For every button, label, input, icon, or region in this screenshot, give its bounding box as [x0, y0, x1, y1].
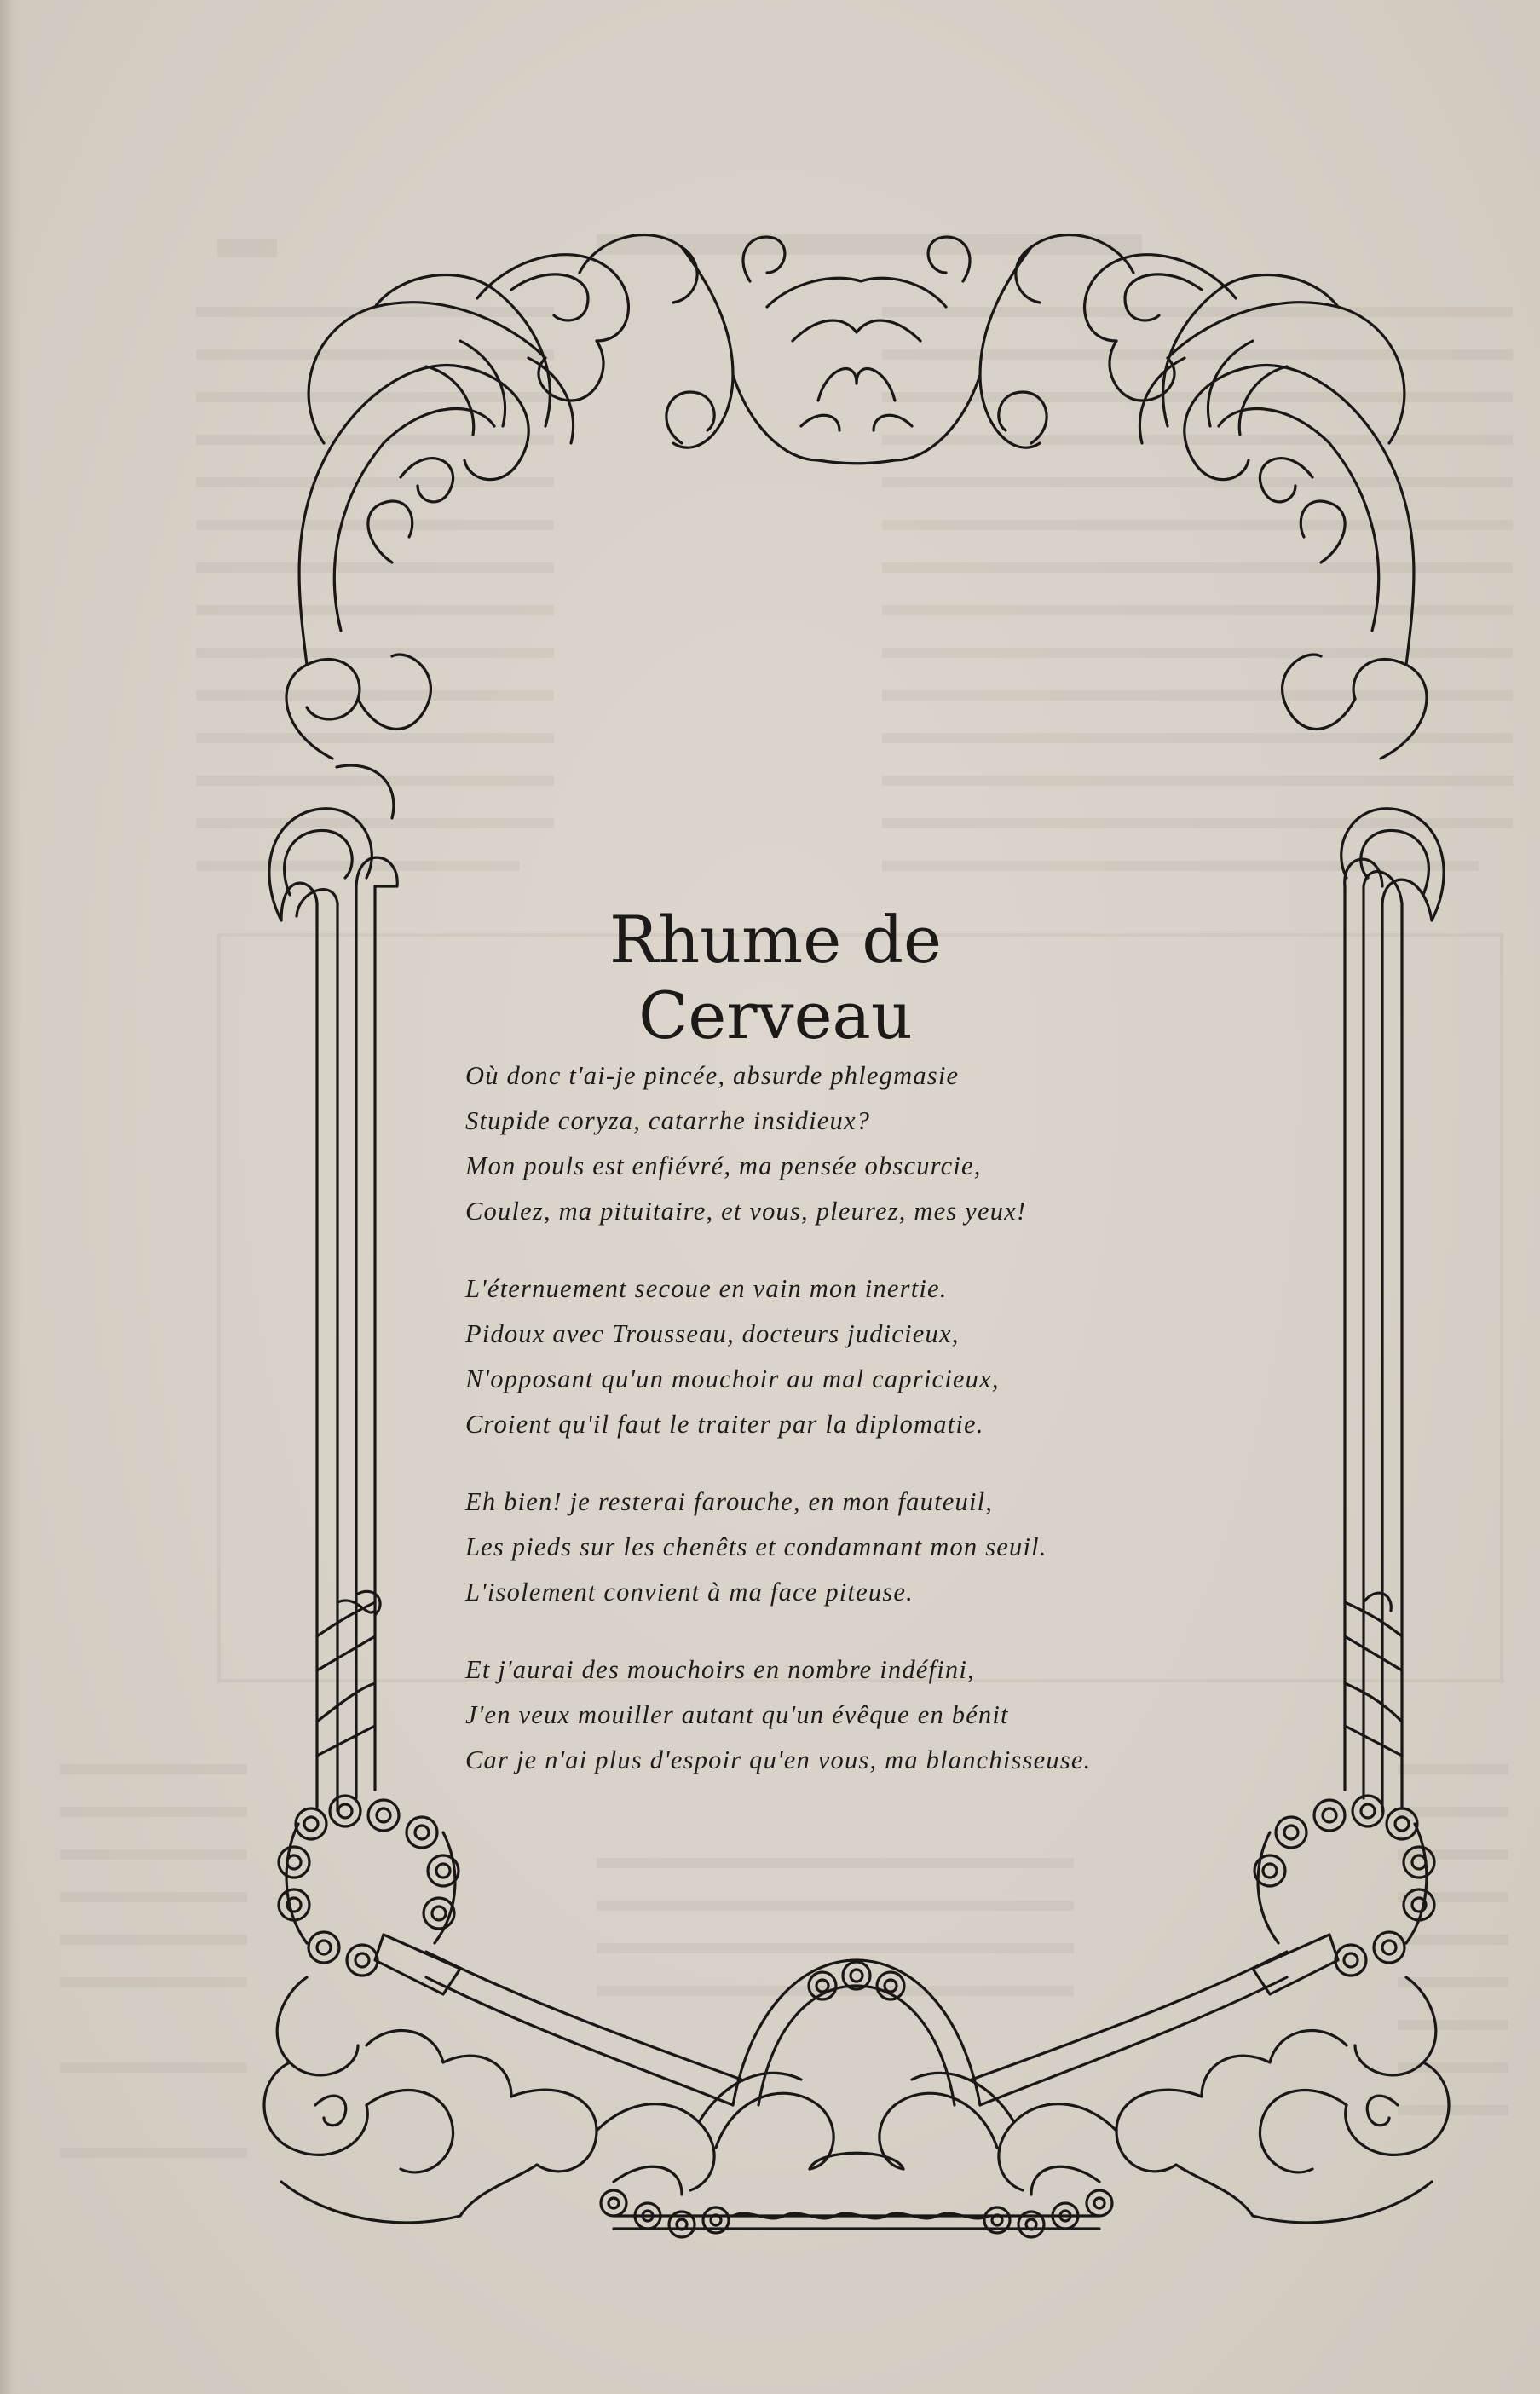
verse-line: L'éternuement secoue en vain mon inertie. — [465, 1274, 948, 1303]
verse-line: Mon pouls est enfiévré, ma pensée obscurcie, — [465, 1151, 982, 1180]
poem-body — [465, 1053, 1301, 1783]
verse-line: Où donc t'ai-je pincée, absurde phlegmasie — [465, 1061, 960, 1090]
stanza-4 — [465, 1647, 1301, 1783]
verse-line: L'isolement convient à ma face piteuse. — [465, 1578, 914, 1607]
verse-line: Les pieds sur les chenêts et condamnant mon seuil. — [465, 1532, 1047, 1561]
top-crest-ornament-icon — [666, 237, 1047, 464]
right-acanthus-scroll-icon — [1016, 235, 1444, 920]
verse-line: Coulez, ma pituitaire, et vous, pleurez, mes yeux! — [465, 1197, 1027, 1226]
verse-line: Car je n'ai plus d'espoir qu'en vous, ma blanchisseuse. — [465, 1745, 1092, 1774]
left-rose-garland-icon — [279, 1796, 741, 2105]
stanza-1 — [465, 1053, 1301, 1234]
verse-line: N'opposant qu'un mouchoir au mal capricieux, — [465, 1364, 1000, 1393]
verse-line: Croient qu'il faut le traiter par la diplomatie. — [465, 1410, 984, 1439]
stanza-gap — [465, 1234, 1301, 1266]
verse-line: J'en veux mouiller autant qu'un évêque en bénit — [465, 1700, 1009, 1729]
left-ribbon-column-icon — [281, 857, 397, 1811]
verse-line: Pidoux avec Trousseau, docteurs judicieux, — [465, 1319, 960, 1348]
left-acanthus-scroll-icon — [269, 235, 697, 920]
verse-line: Stupide coryza, catarrhe insidieux? — [465, 1106, 871, 1135]
poem-title: Rhume de Cerveau — [609, 902, 942, 1053]
stanza-2 — [465, 1266, 1301, 1447]
stanza-gap — [465, 1615, 1301, 1647]
verse-line: Et j'aurai des mouchoirs en nombre indéfini, — [465, 1655, 975, 1684]
bottom-acanthus-base-icon — [264, 1960, 1449, 2237]
stanza-gap — [465, 1447, 1301, 1480]
verse-line: Eh bien! je resterai farouche, en mon fauteuil, — [465, 1487, 994, 1516]
right-ribbon-column-icon — [1345, 859, 1432, 1811]
stanza-3 — [465, 1480, 1301, 1615]
right-rose-garland-icon — [972, 1796, 1434, 2105]
